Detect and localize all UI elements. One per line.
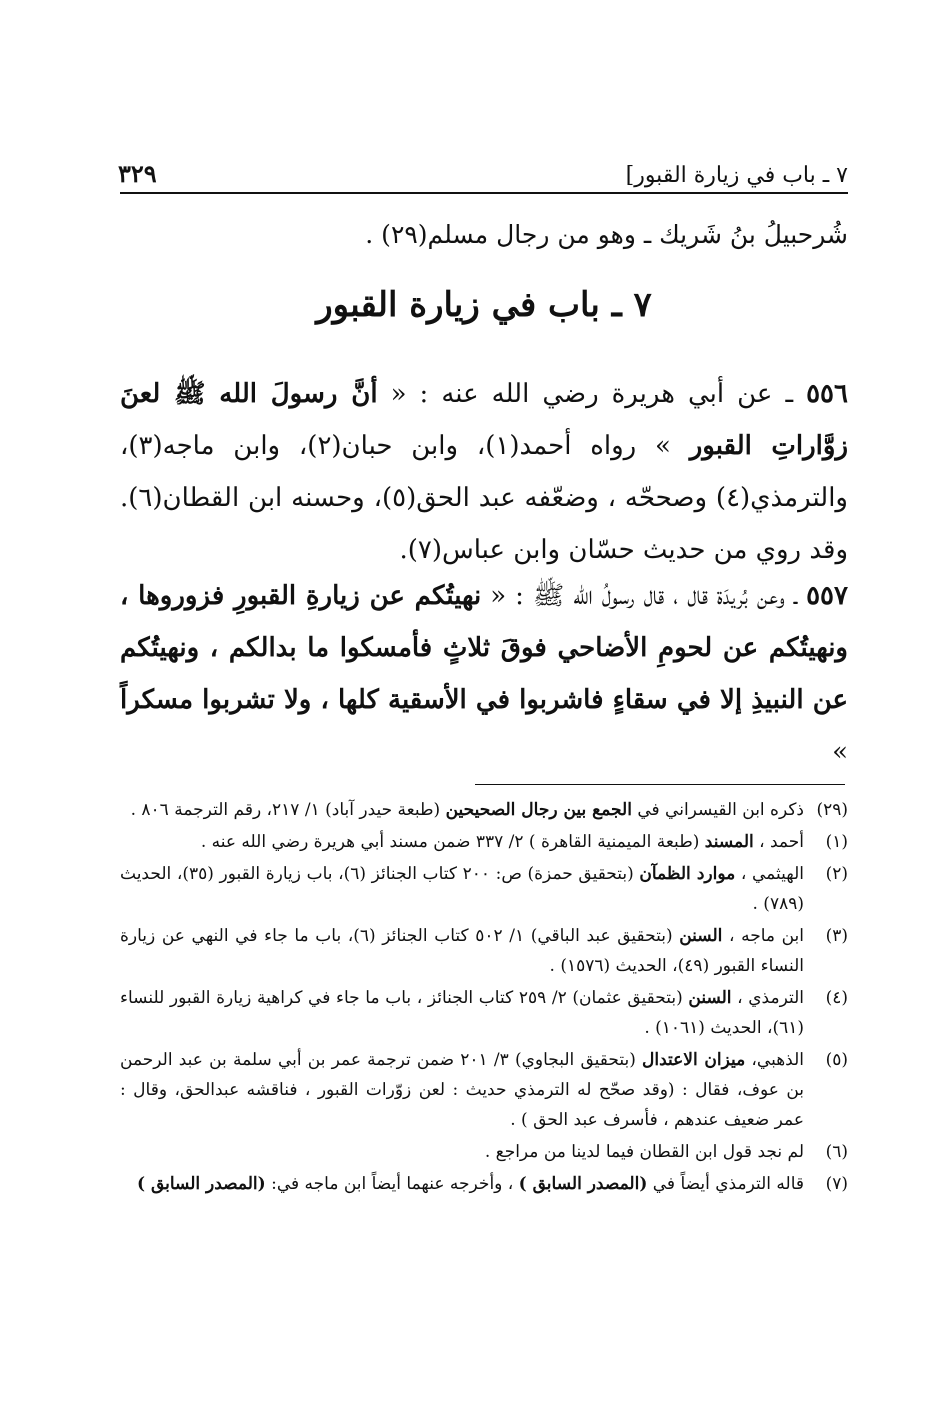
- footnote-text-part: (طبعة الميمنية القاهرة ) ٢/ ٣٣٧ ضمن مسند أبي هريرة رضي الله عنه .: [200, 832, 705, 852]
- footnote: [120, 1137, 848, 1167]
- hadith-number: ٥٥٧: [806, 581, 848, 611]
- footnote-source-title: موارد الظمآن: [639, 864, 736, 884]
- footnote-text-part: (بتحقيق عثمان) ٢/ ٢٥٩ كتاب الجنائز ، باب ما جاء في كراهية زيارة القبور للنساء (٦١)، الحديث (١٠٦١) .: [120, 988, 804, 1038]
- footnote-number: (١): [825, 832, 848, 852]
- hadith-sources: » رواه أحمد(١)، وابن حبان(٢)، وابن ماجه(٣)، والترمذي(٤) وصححّه ، وضعّفه عبد الحق(٥)، وحسنه ابن القطان(٦). وقد روي من حديث حسّان وابن عباس(٧).: [120, 431, 848, 565]
- footnote-text: [120, 859, 804, 919]
- hadith-556: [120, 368, 848, 576]
- footnote-number: (٥): [825, 1050, 848, 1070]
- footnote-number: (٣): [825, 926, 848, 946]
- footnote-source-title: السنن: [679, 926, 723, 946]
- footnote-text-part: (طبعة حيدر آباد) ١/ ٢١٧، رقم الترجمة ٨٠٦ .: [130, 800, 446, 820]
- footnote-text-part: (بتحقيق البجاوي) ٣/ ٢٠١ ضمن ترجمة عمر بن أبي سلمة بن عبد الرحمن بن عوف، فقال : (وقد صحّح له الترمذي حديث : لعن زوّرات القبور ، فناقشه عبدالحق، وقال : عمر ضعيف عندهم ، فأسرف عبد الحق ) .: [120, 1050, 804, 1130]
- footnote-source-title: الجمع بين رجال الصحيحين: [445, 800, 632, 820]
- footnote: [120, 1169, 848, 1199]
- footnote-text-part: الترمذي ،: [731, 988, 805, 1008]
- footnote-number: (٦): [825, 1142, 848, 1162]
- footnote-text-part: الهيثمي ،: [735, 864, 804, 884]
- footnote-text: [120, 983, 804, 1043]
- hadith-intro: ـ وعن بُريدَة قال ، قال رسولُ الله ﷺ : «: [481, 581, 807, 611]
- footnote-source-title: (المصدر السابق ): [137, 1174, 266, 1194]
- footnote-source-title: (المصدر السابق ): [518, 1174, 648, 1194]
- footnote-rule: [475, 784, 845, 785]
- footnote-source-title: ميزان الاعتدال: [642, 1050, 746, 1070]
- footnote-text-part: (بتحقيق عبد الباقي) ١/ ٥٠٢ كتاب الجنائز (٦)، باب ما جاء في النهي عن زيارة النساء القبور (٤٩)، الحديث (١٥٧٦) .: [120, 926, 804, 976]
- running-chapter-title: ٧ ـ باب في زيارة القبور]: [625, 163, 848, 188]
- footnotes: [120, 795, 848, 1201]
- footnote: [120, 859, 848, 919]
- hadith-quote: أنَّ رسولَ الله ﷺ لعنَ زوَّاراتِ القبور: [120, 379, 848, 461]
- footnote-source-title: السنن: [688, 988, 732, 1008]
- hadith-557: [120, 570, 848, 778]
- footnote: [120, 1045, 848, 1135]
- continued-text: شُرحبيلُ بنُ شَريك ـ وهو من رجال مسلم(٢٩) .: [365, 220, 848, 249]
- footnote-text-part: ، وأخرجه عنهما أيضاً ابن ماجه في:: [265, 1174, 519, 1194]
- footnote-text: [120, 795, 804, 825]
- footnote-text: [120, 1137, 804, 1167]
- footnote: [120, 983, 848, 1043]
- footnote-source-title: المسند: [704, 832, 754, 852]
- footnote-text-part: (بتحقيق حمزة) ص: ٢٠٠ كتاب الجنائز (٦)، باب زيارة القبور (٣٥)، الحديث (٧٨٩) .: [120, 864, 804, 914]
- footnote-number: (٧): [825, 1174, 848, 1194]
- footnote-text-part: أحمد ،: [753, 832, 804, 852]
- footnote-number: (٤): [825, 988, 848, 1008]
- page-number: ٣٢٩: [118, 159, 157, 188]
- footnote-text-part: قاله الترمذي أيضاً في: [647, 1174, 804, 1194]
- footnote-text-part: ابن ماجه ،: [722, 926, 804, 946]
- footnote-text-part: لم نجد قول ابن القطان فيما لدينا من مراجع .: [484, 1142, 804, 1162]
- footnote-number: (٢): [825, 864, 848, 884]
- footnote-text: [120, 827, 804, 857]
- footnote: [120, 921, 848, 981]
- footnote: [120, 827, 848, 857]
- hadith-intro: ـ عن أبي هريرة رضي الله عنه : «: [377, 379, 807, 409]
- hadith-quote: نهيتُكم عن زيارةِ القبورِ فزوروها ، ونهيتُكم عن لحومِ الأضاحي فوقَ ثلاثٍ فأمسكوا ما بدالكم ، ونهيتُكم عن النبيذِ إلا في سقاءٍ فاشربوا في الأسقية كلها ، ولا تشربوا مسكراً: [120, 581, 848, 715]
- hadith-closing: »: [832, 737, 848, 767]
- footnote-text-part: الذهبي،: [745, 1050, 805, 1070]
- footnote-number: (٢٩): [816, 800, 848, 820]
- footnote-text: [120, 1169, 804, 1199]
- footnote: [120, 795, 848, 825]
- header-rule: [120, 192, 848, 194]
- footnote-text: [120, 1045, 804, 1135]
- footnote-text-part: ذكره ابن القيسراني في: [631, 800, 804, 820]
- hadith-number: ٥٥٦: [806, 379, 848, 409]
- footnote-text: [120, 921, 804, 981]
- running-header: [118, 148, 848, 188]
- section-heading: ٧ ـ باب في زيارة القبور: [316, 285, 652, 325]
